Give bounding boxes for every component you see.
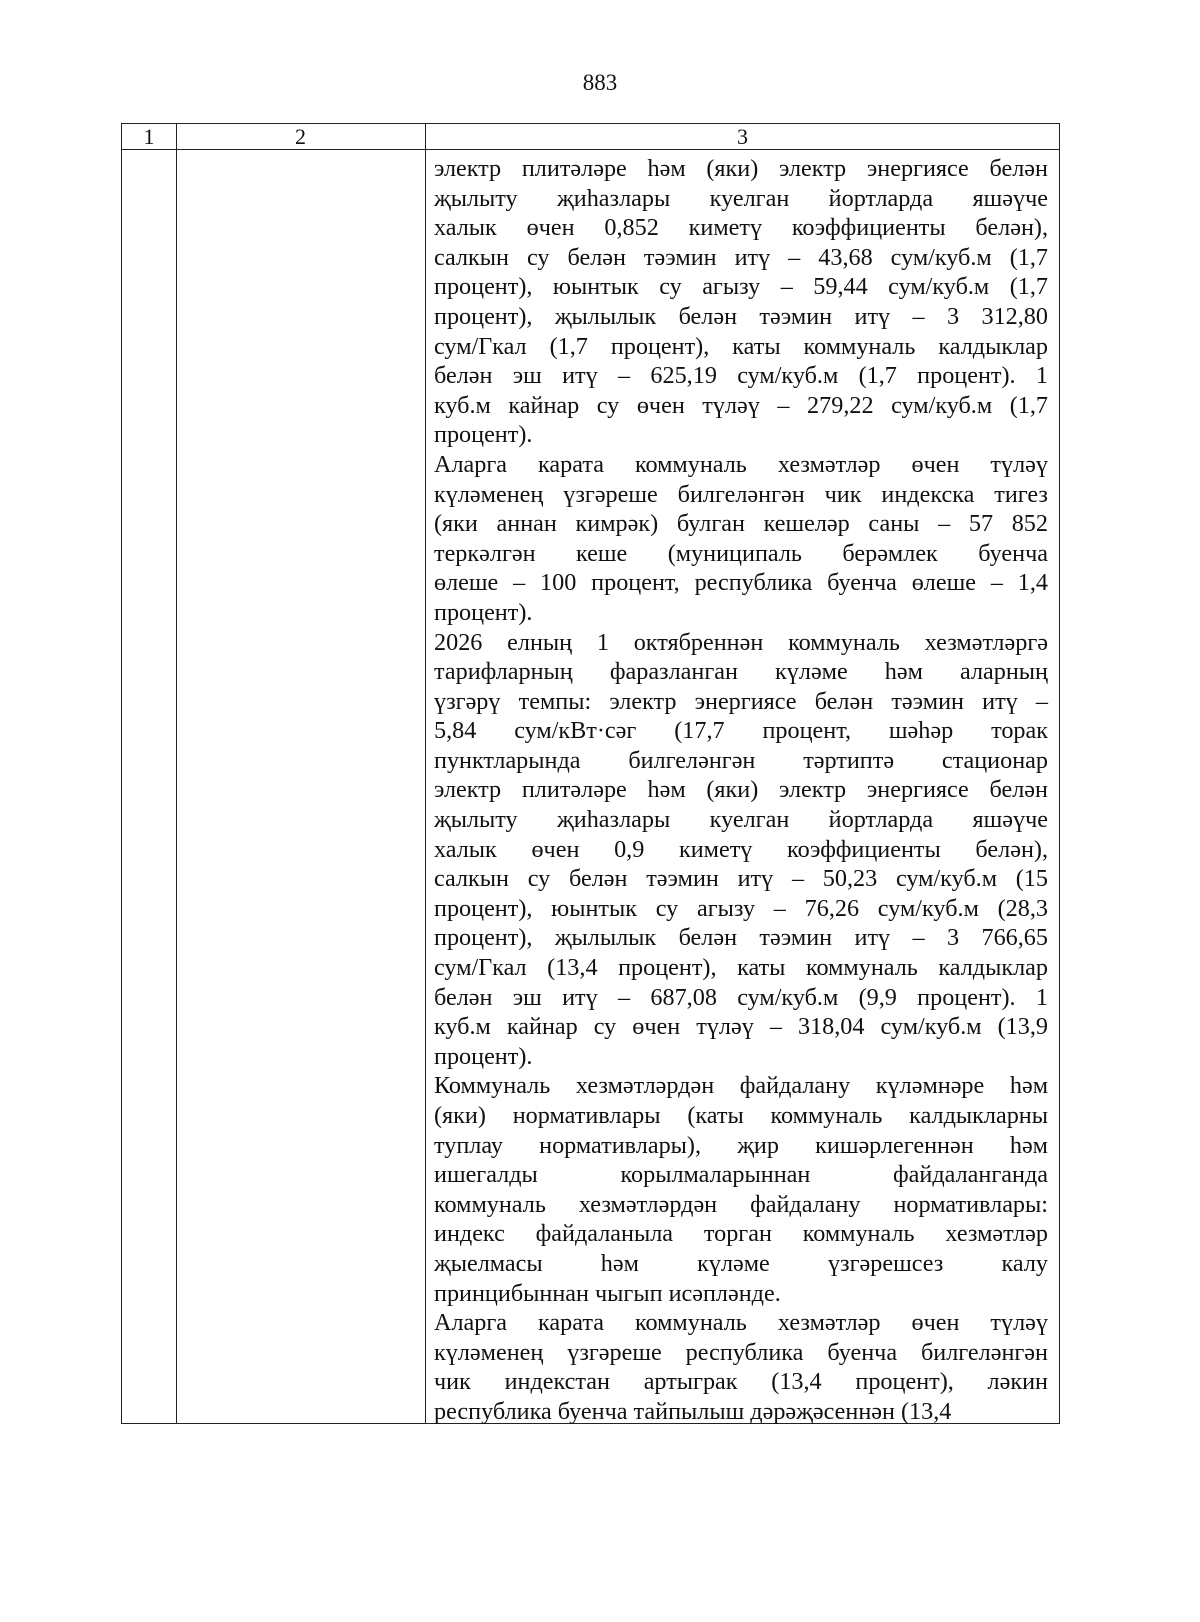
text-line: җылыту җиһазлары куелган йортларда яшәүче xyxy=(434,806,1048,834)
text-line: коммуналь хезмәтләрдән файдалану нормативлары: xyxy=(434,1190,1048,1218)
text-line: чик индекстан артыграк (13,4 процент), ләкин xyxy=(434,1368,1048,1396)
text-line: 5,84 сум/кВт·сәг (17,7 процент, шәһәр торак xyxy=(434,717,1048,745)
document-table xyxy=(121,123,1060,1424)
text-line: республика буенча тайпылыш дәрәҗәсеннән (13,4 xyxy=(434,1397,952,1425)
page-number: 883 xyxy=(582,70,618,95)
text-line: салкын су белән тәэмин итү – 43,68 сум/куб.м (1,7 xyxy=(434,243,1048,271)
text-paragraph xyxy=(434,450,1048,628)
text-line: пунктларында билгеләнгән тәртиптә стационар xyxy=(434,746,1048,774)
text-line: куб.м кайнар су өчен түләү – 279,22 сум/куб.м (1,7 xyxy=(434,391,1048,419)
text-line: җылыту җиһазлары куелган йортларда яшәүче xyxy=(434,184,1048,212)
text-line: (яки) нормативлары (каты коммуналь калдыкларны xyxy=(434,1102,1048,1129)
text-line: процент), җылылык белән тәэмин итү – 3 766,65 xyxy=(434,924,1048,952)
text-line: процент), юынтык су агызу – 59,44 сум/куб.м (1,7 xyxy=(434,273,1048,301)
text-line: процент), юынтык су агызу – 76,26 сум/куб.м (28,3 xyxy=(434,894,1048,922)
text-line: 2026 елның 1 октябреннән коммуналь хезмәтләргә xyxy=(434,628,1048,656)
text-line: Аларга карата коммуналь хезмәтләр өчен түләү xyxy=(434,1309,1048,1337)
text-paragraph xyxy=(434,1308,1048,1426)
text-line: теркәлгән кеше (муниципаль берәмлек буенча xyxy=(434,539,1048,567)
text-line: салкын су белән тәэмин итү – 50,23 сум/куб.м (15 xyxy=(434,865,1048,893)
column-header-1: 1 xyxy=(143,124,155,149)
text-line: электр плитәләре һәм (яки) электр энергиясе белән xyxy=(434,155,1048,182)
column-divider-2 xyxy=(425,124,426,1423)
text-paragraph xyxy=(434,628,1048,1072)
column-3-text xyxy=(434,154,1048,1427)
text-line: принцибыннан чыгып исәпләнде. xyxy=(434,1279,781,1307)
text-line: процент). xyxy=(434,421,533,449)
text-line: туплау нормативлары), җир кишәрлегеннән һәм xyxy=(434,1131,1048,1159)
text-line: тарифларның фаразланган күләме һәм аларның xyxy=(434,658,1048,686)
text-line: өлеше – 100 процент, республика буенча өлеше – 1,4 xyxy=(434,569,1048,597)
column-divider-1 xyxy=(176,124,177,1423)
text-line: ишегалды корылмаларыннан файдаланганда xyxy=(434,1161,1048,1189)
column-header-2: 2 xyxy=(295,124,306,149)
text-line: индекс файдаланыла торган коммуналь хезмәтләр xyxy=(434,1220,1048,1248)
header-divider xyxy=(122,149,1059,150)
text-line: күләменең үзгәреше республика буенча билгеләнгән xyxy=(434,1338,1048,1366)
text-paragraph xyxy=(434,1071,1048,1308)
text-line: куб.м кайнар су өчен түләү – 318,04 сум/куб.м (13,9 xyxy=(434,1013,1048,1041)
text-line: сум/Гкал (13,4 процент), каты коммуналь калдыклар xyxy=(434,954,1048,982)
text-paragraph xyxy=(434,154,1048,450)
text-line: үзгәрү темпы: электр энергиясе белән тәэмин итү – xyxy=(434,687,1048,715)
column-header-3: 3 xyxy=(737,124,748,149)
text-line: күләменең үзгәреше билгеләнгән чик индекска тигез xyxy=(434,480,1048,508)
text-line: процент), җылылык белән тәэмин итү – 3 312,80 xyxy=(434,302,1048,330)
text-line: белән эш итү – 687,08 сум/куб.м (9,9 процент). 1 xyxy=(434,983,1048,1011)
text-line: халык өчен 0,9 киметү коэффициенты белән), xyxy=(434,835,1048,863)
text-line: Коммуналь хезмәтләрдән файдалану күләмнәре һәм xyxy=(434,1072,1048,1100)
text-line: сум/Гкал (1,7 процент), каты коммуналь калдыклар xyxy=(434,332,1048,360)
text-line: электр плитәләре һәм (яки) электр энергиясе белән xyxy=(434,776,1048,804)
text-line: белән эш итү – 625,19 сум/куб.м (1,7 процент). 1 xyxy=(434,362,1048,390)
text-line: (яки аннан кимрәк) булган кешеләр саны – 57 852 xyxy=(434,510,1048,538)
text-line: халык өчен 0,852 киметү коэффициенты белән), xyxy=(434,214,1048,242)
text-line: процент). xyxy=(434,598,533,626)
text-line: җыелмасы һәм күләме үзгәрешсез калу xyxy=(434,1249,1048,1277)
text-line: процент). xyxy=(434,1042,533,1070)
text-line: Аларга карата коммуналь хезмәтләр өчен түләү xyxy=(434,450,1048,478)
